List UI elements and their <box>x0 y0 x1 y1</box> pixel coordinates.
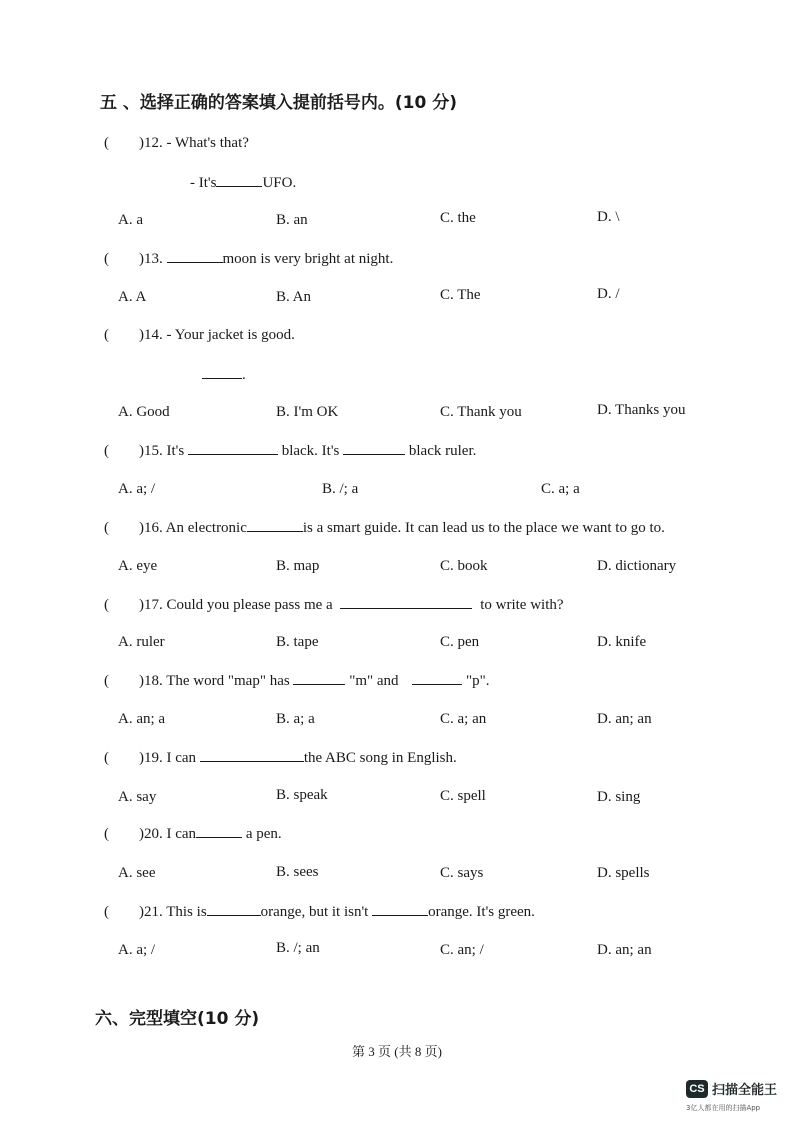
option-a[interactable]: A. a <box>118 212 143 228</box>
option-c[interactable]: C. book <box>440 558 488 574</box>
answer-paren[interactable]: ( ) <box>104 750 144 766</box>
fill-blank[interactable] <box>167 248 223 263</box>
answer-paren[interactable]: ( ) <box>104 135 144 151</box>
option-a[interactable]: A. an; a <box>118 711 166 727</box>
option-b[interactable]: B. sees <box>276 864 319 880</box>
option-c[interactable]: C. a; an <box>440 711 487 727</box>
question-number: 17. Could you please pass me a <box>144 597 333 613</box>
option-d[interactable]: D. spells <box>597 865 650 881</box>
option-d[interactable]: D. an; an <box>597 711 652 727</box>
fill-blank[interactable] <box>200 747 304 762</box>
option-d[interactable]: D. dictionary <box>597 558 677 574</box>
answer-paren[interactable]: ( ) <box>104 443 144 459</box>
question-number: 13. <box>144 251 163 267</box>
option-a[interactable]: A. Good <box>118 404 170 420</box>
watermark-tagline: 3亿人都在用的扫描App <box>686 1104 761 1112</box>
answer-paren[interactable]: ( ) <box>104 251 144 267</box>
text: black ruler. <box>408 443 477 459</box>
fill-blank[interactable] <box>340 594 472 609</box>
text: is a smart guide. It can lead us to the place we want to go to. <box>302 520 665 536</box>
question-number: 21. This is <box>144 904 207 920</box>
fill-blank[interactable] <box>372 901 428 916</box>
fill-blank[interactable] <box>343 440 405 455</box>
question-stem: 12. - What's that? <box>144 135 249 151</box>
fill-blank[interactable] <box>293 670 345 685</box>
option-b[interactable]: B. an <box>276 212 308 228</box>
option-d[interactable]: D. knife <box>597 634 647 650</box>
text: the ABC song in English. <box>303 750 457 766</box>
option-b[interactable]: B. /; a <box>322 481 359 497</box>
fill-blank[interactable] <box>202 364 242 379</box>
question-13 <box>104 248 393 269</box>
text: . <box>242 367 246 383</box>
option-b[interactable]: B. speak <box>276 787 328 803</box>
question-12 <box>104 133 249 153</box>
option-a[interactable]: A. a; / <box>118 942 156 958</box>
page-footer: 第 3 页 (共 8 页) <box>352 1044 442 1059</box>
section-6-title: 六、完型填空(10 分) <box>95 1009 260 1029</box>
fill-blank[interactable] <box>207 901 261 916</box>
text: UFO. <box>262 175 297 191</box>
question-21 <box>104 901 535 922</box>
question-number: 18. The word "map" has <box>144 673 290 689</box>
text: a pen. <box>245 826 282 842</box>
option-c[interactable]: C. an; / <box>440 942 484 958</box>
text: "m" and <box>349 673 399 689</box>
option-a[interactable]: A. A <box>118 289 147 305</box>
option-b[interactable]: B. tape <box>276 634 319 650</box>
question-14-sub <box>202 364 246 385</box>
question-stem: 14. - Your jacket is good. <box>144 327 295 343</box>
camscanner-logo-icon: CS <box>686 1080 708 1098</box>
option-c[interactable]: C. spell <box>440 788 486 804</box>
option-b[interactable]: B. I'm OK <box>276 404 339 420</box>
answer-paren[interactable]: ( ) <box>104 597 144 613</box>
text: - It's <box>190 175 217 191</box>
question-14 <box>104 325 295 345</box>
option-b[interactable]: B. map <box>276 558 320 574</box>
question-17 <box>104 594 564 615</box>
watermark-brand: 扫描全能王 <box>712 1083 778 1098</box>
option-a[interactable]: A. a; / <box>118 481 156 497</box>
question-18 <box>104 670 490 691</box>
text: to write with? <box>480 597 564 613</box>
option-d[interactable]: D. sing <box>597 789 641 805</box>
text: black. It's <box>281 443 340 459</box>
question-number: 20. I can <box>144 826 197 842</box>
text: orange, but it isn't <box>260 904 369 920</box>
question-number: 16. An electronic <box>144 520 247 536</box>
option-a[interactable]: A. ruler <box>118 634 165 650</box>
answer-paren[interactable]: ( ) <box>104 826 144 842</box>
text: orange. It's green. <box>428 904 535 920</box>
option-a[interactable]: A. eye <box>118 558 158 574</box>
option-b[interactable]: B. /; an <box>276 940 320 956</box>
option-c[interactable]: C. pen <box>440 634 480 650</box>
option-d[interactable]: D. an; an <box>597 942 652 958</box>
option-a[interactable]: A. say <box>118 789 157 805</box>
option-b[interactable]: B. a; a <box>276 711 315 727</box>
option-d[interactable]: D. / <box>597 286 620 302</box>
option-c[interactable]: C. a; a <box>541 481 580 497</box>
fill-blank[interactable] <box>188 440 278 455</box>
option-d[interactable]: D. \ <box>597 209 620 225</box>
question-16 <box>104 517 665 538</box>
option-c[interactable]: C. The <box>440 287 481 303</box>
question-number: 15. It's <box>144 443 185 459</box>
question-12-sub <box>190 172 296 193</box>
option-d[interactable]: D. Thanks you <box>597 402 686 418</box>
fill-blank[interactable] <box>412 670 462 685</box>
section-5-title: 五 、选择正确的答案填入提前括号内。(10 分) <box>100 93 458 113</box>
question-19 <box>104 747 457 768</box>
option-a[interactable]: A. see <box>118 865 156 881</box>
answer-paren[interactable]: ( ) <box>104 327 144 343</box>
fill-blank[interactable] <box>196 823 242 838</box>
option-c[interactable]: C. says <box>440 865 484 881</box>
question-number: 19. I can <box>144 750 197 766</box>
option-b[interactable]: B. An <box>276 289 312 305</box>
answer-paren[interactable]: ( ) <box>104 520 144 536</box>
text: "p". <box>466 673 490 689</box>
question-15 <box>104 440 476 461</box>
fill-blank[interactable] <box>247 517 303 532</box>
answer-paren[interactable]: ( ) <box>104 904 144 920</box>
fill-blank[interactable] <box>216 172 262 187</box>
question-20 <box>104 823 282 844</box>
answer-paren[interactable]: ( ) <box>104 673 144 689</box>
option-c[interactable]: C. Thank you <box>440 404 522 420</box>
option-c[interactable]: C. the <box>440 210 476 226</box>
text: moon is very bright at night. <box>222 251 394 267</box>
